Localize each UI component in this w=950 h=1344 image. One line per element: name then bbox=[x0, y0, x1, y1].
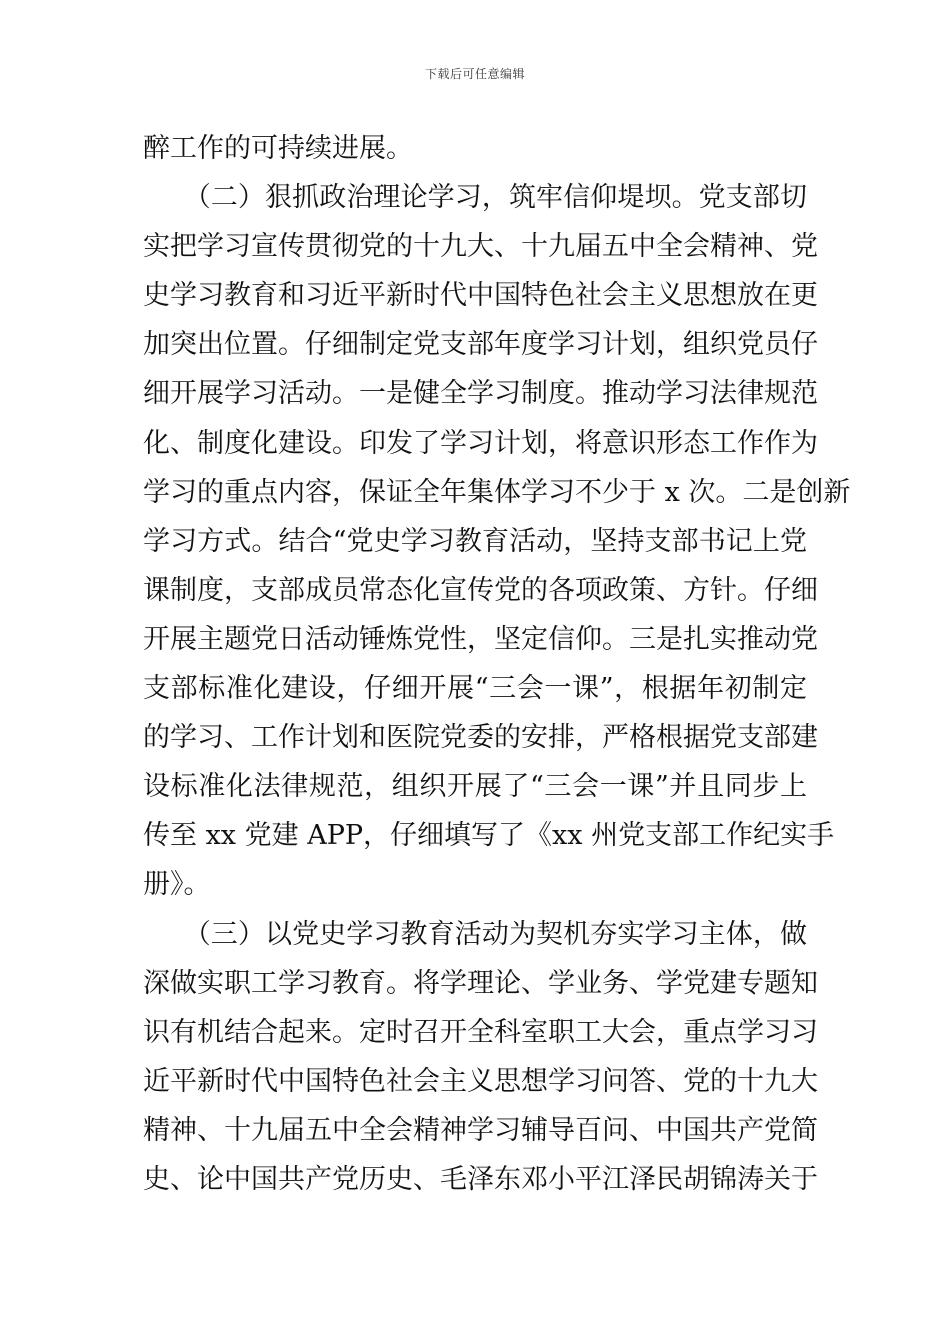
text-line: 的学习、工作计划和医院党委的安排，严格根据党支部建 bbox=[143, 722, 818, 754]
text-line: 史、论中国共产党历史、毛泽东邓小平江泽民胡锦涛关于 bbox=[143, 1163, 818, 1195]
text-line: 实把学习宣传贯彻党的十九大、十九届五中全会精神、党 bbox=[143, 231, 818, 263]
text-line: 精神、十九届五中全会精神学习辅导百问、中国共产党简 bbox=[143, 1114, 818, 1146]
text-line: 醉工作的可持续进展。 bbox=[143, 133, 413, 164]
text-line: （二）狠抓政治理论学习，筑牢信仰堤坝。党支部切 bbox=[143, 182, 807, 214]
text-line: 设标准化法律规范，组织开展了“三会一课”并且同步上 bbox=[143, 771, 807, 803]
text-line: 细开展学习活动。一是健全学习制度。推动学习法律规范 bbox=[143, 378, 818, 410]
text-line: 加突出位置。仔细制定党支部年度学习计划，组织党员仔 bbox=[143, 329, 818, 361]
text-line: （三）以党史学习教育活动为契机夯实学习主体，做 bbox=[143, 918, 807, 950]
text-line: 开展主题党日活动锤炼党性，坚定信仰。三是扎实推动党 bbox=[143, 623, 818, 655]
body-text bbox=[143, 124, 851, 1204]
text-line: 深做实职工学习教育。将学理论、学业务、学党建专题知 bbox=[143, 967, 818, 999]
text-line: 近平新时代中国特色社会主义思想学习问答、党的十九大 bbox=[143, 1065, 818, 1097]
text-line: 传至 xx 党建 APP，仔细填写了《xx 州党支部工作纪实手 bbox=[143, 820, 835, 852]
text-line: 册》。 bbox=[143, 869, 211, 901]
text-line: 课制度，支部成员常态化宣传党的各项政策、方针。仔细 bbox=[143, 574, 818, 606]
page-header: 下载后可任意编辑 bbox=[424, 67, 525, 81]
text-line: 支部标准化建设，仔细开展“三会一课”，根据年初制定 bbox=[143, 673, 807, 705]
text-line: 化、制度化建设。印发了学习计划，将意识形态工作作为 bbox=[143, 427, 818, 459]
text-line: 史学习教育和习近平新时代中国特色社会主义思想放在更 bbox=[143, 280, 818, 312]
text-line: 识有机结合起来。定时召开全科室职工大会，重点学习习 bbox=[143, 1016, 818, 1048]
text-line: 学习的重点内容，保证全年集体学习不少于 x 次。二是创新 bbox=[143, 476, 851, 508]
text-line: 学习方式。结合“党史学习教育活动，坚持支部书记上党 bbox=[143, 525, 807, 557]
